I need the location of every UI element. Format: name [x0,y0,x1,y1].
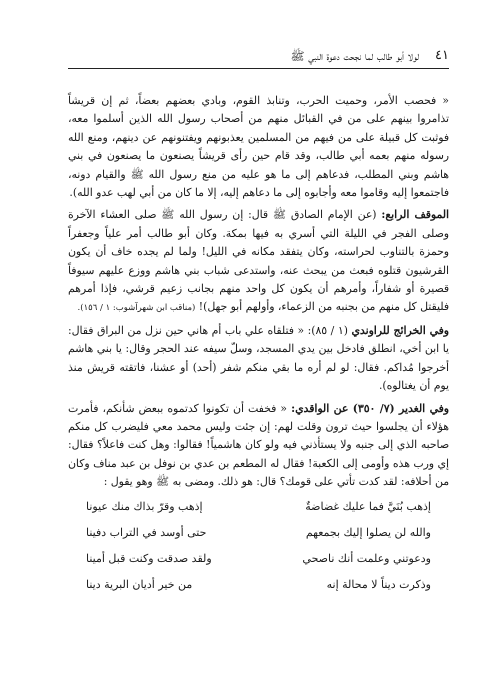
verse-second-hemistich: من خير أديان البرية دينا [86,577,193,591]
poem-verse [68,576,449,594]
poem-verse [68,498,449,516]
running-header [68,46,449,69]
running-title: لولا أبو طالب لما نجحت دعوة النبي ﷺ [290,49,419,63]
paragraph [68,92,449,202]
paragraph [68,400,449,492]
paragraph-text: « فحصب الأمر، وحميت الحرب، وتنابذ القوم، وبادي بعضهم بعضاً، ثم إن قريشاً تذامروا بينهم على من في القبائل منهم من أصحاب رسول الله الذين أسلموا معه، فوثبت كل قبيلة على من فيهم من المسلمين يعذبونهم ويفتنونهم عن دينهم، ومنع الله رسوله منهم بعمه أبي طالب، وقد قام حين رأى قريشاً يصنعون ما يصنعون في بني هاشم وبني المطلب، فدعاهم إلى ما هو عليه من منع رسول الله ﷺ والقيام دونه، فاجتمعوا إليه وقاموا معه وأجابوه إلى ما دعاهم إليه، إلا ما كان من أبي لهب عدو الله). [68,94,449,200]
paragraph-lead: وفي الخرائج للراوندي [351,323,449,337]
poem-verse [68,550,449,568]
poem [68,498,449,594]
verse-second-hemistich: إذهب وقرّ بذاك منك عيونا [86,499,203,513]
verse-first-hemistich: وذكرت ديناً لا محالة إنه [326,577,431,591]
citation: (مناقب ابن شهرآشوب: ١ / ١٥٦). [77,303,196,314]
paragraph-lead: الموقف الرابع: [381,208,449,222]
paragraph-lead: وفي الغدير (٧/ ٣٥٠) عن الواقدي: [291,401,449,415]
paragraph [68,206,449,317]
page-number: ٤١ [435,48,449,63]
verse-second-hemistich: حتى أوسد في التراب دفينا [86,525,207,539]
verse-first-hemistich: ودعوتني وعلمت أنك ناصحي [302,551,431,565]
paragraph-text: « فخفت أن تكونوا كدتموه ببعض شأنكم، فأمرت هؤلاء أن يجلسوا حيث ترون وقلت لهم: إن جئت وليس محمد معي فليضرب كل منكم صاحبه الذي إلى جنبه ولا يستأذني فيه ولو كان هاشمياً! فقالوا: وهل كنت فاعلاً؟ فقال: إي ورب هذه وأومى إلى الكعبة! فقال له المطعم بن عدي بن نوفل بن عبد مناف وكان من أحلافه: لقد كدت تأتي على قومك؟ قال: هو ذلك. ومضى به ﷺ وهو يقول : [68,401,449,489]
verse-second-hemistich: ولقد صدقت وكنت قبل أمينا [86,551,212,565]
paragraph [68,322,449,396]
paragraph-text: (١ / ٨٥): « فتلقاه علي باب أم هاني حين نزل من البراق فقال: يا ابن أخي، انطلق فادخل بين يدي المسجد، وسلّ سيفه عند الحجر وقال: يا بني هاشم أخرجوا مُداكم. فقال: لو لم أره ما بقي منكم شفر (أحد) أو عشنا، فاتقته قريش منذ يوم أن يغتالوه). [68,323,449,393]
page-body [68,92,449,602]
verse-first-hemistich: والله لن يصلوا إليك بجمعهم [305,525,431,539]
verse-first-hemistich: إذهب بُنَيَّ فما عليك غضاضةٌ [305,499,431,513]
poem-verse [68,524,449,542]
paragraph-text: (عن الإمام الصادق ﷺ قال: إن رسول الله ﷺ صلى العشاء الآخرة وصلى الفجر في الليلة التي أسري به فيها بمكة. وكان أبو طالب أمر علياً وجعفراً وحمزة بالتناوب لحراسته، وكان يتفقد مكانه في الليل! ولما لم يجده خاف أن يكون القرشيون قتلوه فبعث من يبحث عنه، واستدعى شباب بني هاشم ووزع عليهم سيوفاً قصيرة أو شفاراً، وأمرهم أن يكون كل واحد منهم بجانب زعيم قرشي، فإذا أمرهم فليقتل كل منهم من بجنبه من الزعماء، وأولهم أبو جهل)! [68,208,449,314]
